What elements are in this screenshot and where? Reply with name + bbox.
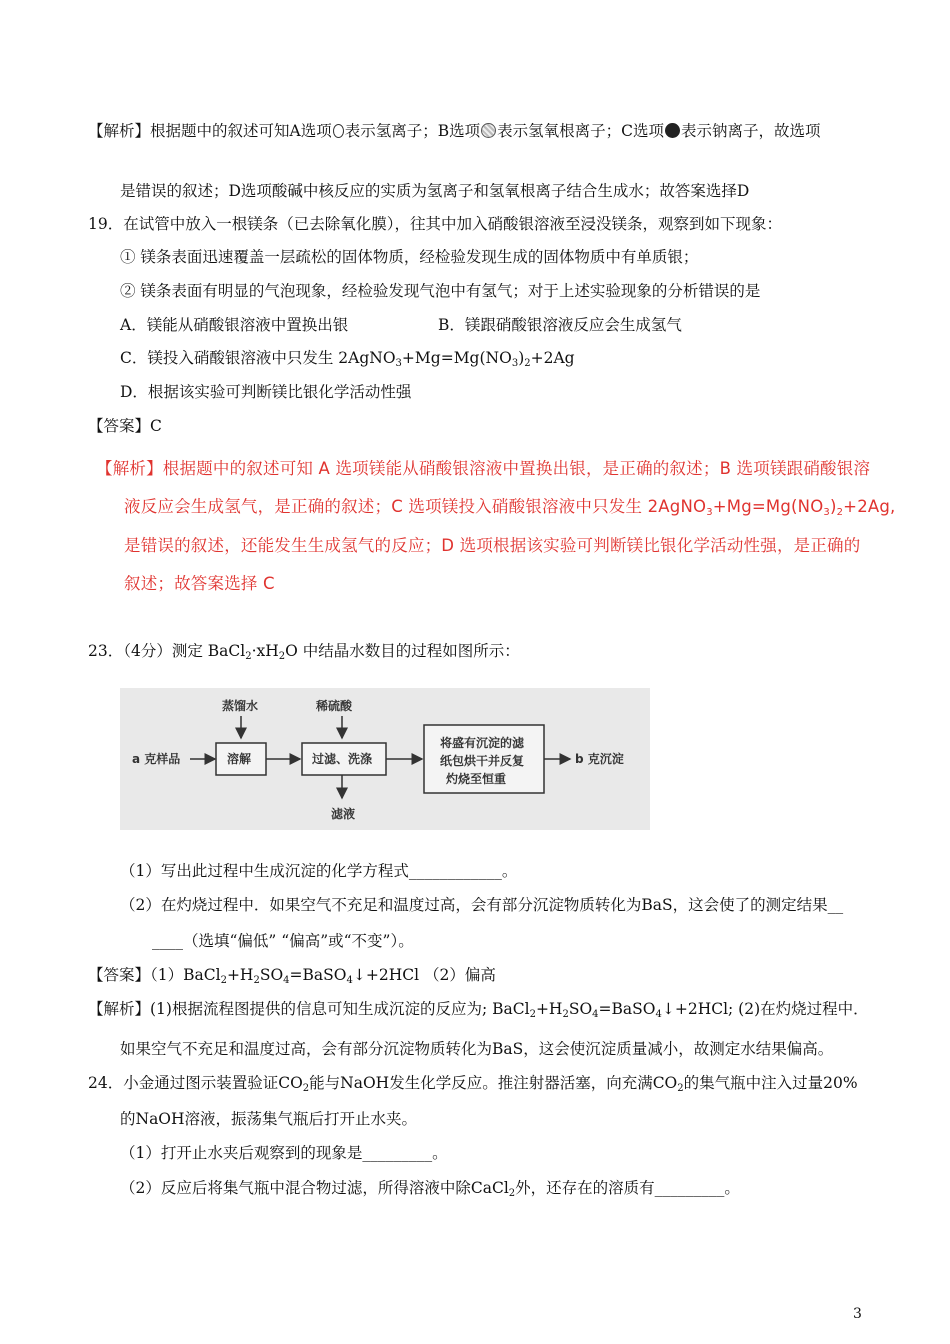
q19-stem: 19．在试管中放入一根镁条（已去除氧化膜），往其中加入硝酸银溶液至浸没镁条，观察到如下现象：: [88, 215, 782, 233]
q19-option-c: C．镁投入硝酸银溶液中只发生 $2AgNO_3+Mg=Mg(NO_3)_2+2Ag$: [120, 349, 575, 369]
q23-sub2-line2: ____（选填“偏低” “偏高”或“不变”）。: [152, 932, 414, 950]
acid-label: 稀硫酸: [316, 699, 353, 713]
q19-observation-2: ② 镁条表面有明显的气泡现象，经检验发现气泡中有氢气；对于上述实验现象的分析错误的是: [120, 282, 761, 300]
hydrogen-ion-icon: [333, 124, 344, 138]
q24-stem-line1: 24．小金通过图示装置验证$CO_2$能与NaOH发生化学反应。推注射器活塞，向充满$CO_2$的集气瓶中注入过量20%: [88, 1074, 858, 1094]
q19-option-d: D．根据该实验可判断镁比银化学活动性强: [120, 383, 412, 401]
q24-sub1: （1）打开止水夹后观察到的现象是_________。: [120, 1144, 448, 1162]
q18-analysis-line1: 【解析】根据题中的叙述可知A选项 表示氢离子；B选项 表示氢氧根离子；C选项 表示钠离子，故选项: [88, 122, 821, 140]
q23-sub1: （1）写出此过程中生成沉淀的化学方程式____________。: [120, 862, 518, 880]
hydroxide-ion-icon: [481, 123, 496, 138]
flow-diagram: [120, 688, 650, 830]
q19-option-a: A．镁能从硝酸银溶液中置换出银: [120, 316, 349, 334]
dissolve-label: 溶解: [227, 752, 252, 766]
q23-stem: 23．（4分）测定 $BaCl_2\cdot xH_2O$ 中结晶水数目的过程如图所示：: [88, 642, 520, 662]
roast-label-3: 灼烧至恒重: [446, 772, 507, 786]
q23-answer: 【答案】$(1)BaCl_2+H_2SO_4=BaSO_4↓+2HCl$ （2）偏高: [88, 966, 496, 986]
q24-sub2: （2）反应后将集气瓶中混合物过滤，所得溶液中除CaCl$_2$外，还存在的溶质有_________。: [120, 1179, 740, 1199]
q24-stem-line2: 的NaOH溶液，振荡集气瓶后打开止水夹。: [120, 1110, 418, 1128]
q23-analysis-line1: 【解析】(1)根据流程图提供的信息可知生成沉淀的反应为; $BaCl_2+H_2SO_4=BaSO_4↓+2HCl$; (2)在灼烧过程中．: [88, 1000, 869, 1020]
q19-option-b: B．镁跟硝酸银溶液反应会生成氢气: [438, 316, 682, 334]
result-label: b 克沉淀: [575, 752, 624, 766]
sample-label: a 克样品: [132, 752, 181, 766]
roast-label-1: 将盛有沉淀的滤: [440, 736, 525, 750]
q23-sub2-line1: （2）在灼烧过程中．如果空气不充足和温度过高，会有部分沉淀物质转化为BaS，这会使了的测定结果__: [120, 896, 844, 914]
filtrate-label: 滤液: [331, 807, 356, 821]
q18-analysis-line2: 是错误的叙述；D选项酸碱中核反应的实质为氢离子和氢氧根离子结合生成水；故答案选择D: [120, 182, 750, 200]
page-number: 3: [853, 1306, 862, 1322]
q19-analysis-line3: 是错误的叙述，还能发生生成氢气的反应；D 选项根据该实验可判断镁比银化学活动性强，是正确的: [124, 536, 861, 555]
q19-analysis-line1: 【解析】根据题中的叙述可知 A 选项镁能从硝酸银溶液中置换出银，是正确的叙述；B 选项镁跟硝酸银溶: [96, 459, 871, 478]
filter-label: 过滤、洗涤: [312, 752, 373, 766]
water-label: 蒸馏水: [222, 699, 259, 713]
q23-analysis-line2: 如果空气不充足和温度过高，会有部分沉淀物质转化为BaS，这会使沉淀质量减小，故测定水结果偏高。: [120, 1040, 834, 1058]
q19-analysis-line2: 液反应会生成氢气，是正确的叙述；C 选项镁投入硝酸银溶液中只发生 $2AgNO_3+Mg=Mg(NO_3)_2+2Ag$,: [124, 497, 896, 518]
q19-observation-1: ① 镁条表面迅速覆盖一层疏松的固体物质，经检验发现生成的固体物质中有单质银；: [120, 248, 699, 266]
sodium-ion-icon: [665, 123, 680, 138]
q19-analysis-line4: 叙述；故答案选择 C: [124, 574, 275, 593]
q19-answer: 【答案】C: [88, 417, 162, 435]
roast-label-2: 纸包烘干并反复: [440, 754, 525, 768]
